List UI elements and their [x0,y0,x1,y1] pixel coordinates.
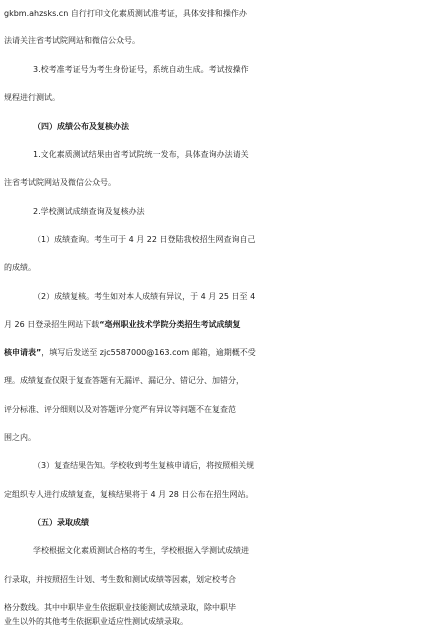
text-line-17: （3）复查结果告知。学校收到考生复核申请后，将按照相关规 [33,461,255,470]
text-line-22: 格分数线。其中中职毕业生依据职业技能测试成绩录取，除中职毕 [4,603,236,612]
text-line-6: 1.文化素质测试结果由省考试院统一发布，具体查询办法请关 [33,150,249,159]
text-line-21: 行录取，并按照招生计划、考生数和测试成绩等因素，划定校考合 [4,575,236,584]
text-line-1: gkbm.ahzsks.cn 自行打印文化素质测试准考证，具体安排和操作办 [4,9,247,18]
text-line-20: 学校根据文化素质测试合格的考生，学校根据入学测试成绩进 [33,546,249,555]
text-line-3: 3.校考准考证号为考生身份证号，系统自动生成。考试按操作 [33,65,249,74]
text-line-11: （2）成绩复核。考生如对本人成绩有异议，于 4 月 25 日至 4 [33,292,256,301]
text-line-10: 的成绩。 [4,263,36,272]
text-line-13 [4,339,421,366]
text-line-14: 理。成绩复查仅限于复查答题有无漏评、漏记分、错记分、加错分， [4,376,244,385]
form-name-part2: 核申请表” [4,348,42,357]
text-line-16: 围之内。 [4,433,36,442]
text-line-7: 注省考试院网站及微信公众号。 [4,178,116,187]
section-heading-5: （五）录取成绩 [33,518,89,527]
text-line-8: 2.学校测试成绩查询及复核办法 [33,207,145,216]
text-line-2: 法请关注省考试院网站和微信公众号。 [4,36,140,45]
text-line-13-rest: ，填写后发送至 zjc5587000@163.com 邮箱，逾期概不受 [41,348,256,357]
text-line-12-start: 月 26 日登录招生网站下载 [4,320,100,329]
text-line-4: 规程进行测试。 [4,93,60,102]
text-line-9: （1）成绩查询。考生可于 4 月 22 日登陆我校招生网查询自己 [33,235,256,244]
text-line-15: 评分标准、评分细则以及对答题评分宽严有异议等问题不在复查范 [4,405,236,414]
form-name-part1: “亳州职业技术学院分类招生考试成绩复 [99,320,241,329]
text-line-12 [4,311,421,338]
section-heading-4: （四）成绩公布及复核办法 [33,122,129,131]
text-line-23: 业生以外的其他考生依据职业适应性测试成绩录取。 [4,617,188,626]
text-line-18: 定组织专人进行成绩复查，复核结果将于 4 月 28 日公布在招生网站。 [4,490,254,499]
